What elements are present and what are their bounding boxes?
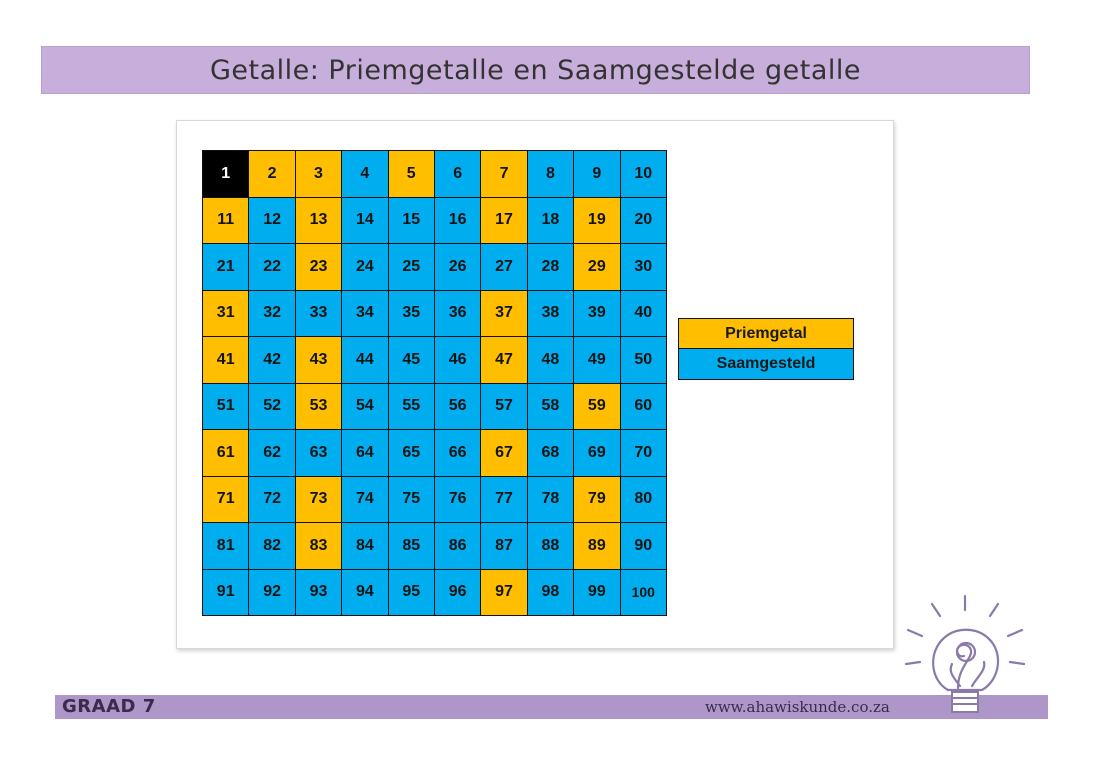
number-cell: 3: [296, 151, 342, 198]
number-cell: 2: [249, 151, 295, 198]
number-cell: 78: [528, 477, 574, 524]
number-cell: 58: [528, 384, 574, 431]
number-cell: 66: [435, 430, 481, 477]
number-cell: 56: [435, 384, 481, 431]
number-cell: 63: [296, 430, 342, 477]
number-cell: 34: [342, 291, 388, 338]
number-cell: 80: [621, 477, 667, 524]
number-cell: 97: [481, 570, 527, 617]
number-cell: 69: [574, 430, 620, 477]
number-cell: 53: [296, 384, 342, 431]
number-cell: 55: [389, 384, 435, 431]
number-cell: 22: [249, 244, 295, 291]
number-cell: 83: [296, 523, 342, 570]
number-cell: 59: [574, 384, 620, 431]
number-cell: 15: [389, 198, 435, 245]
number-cell: 71: [203, 477, 249, 524]
number-cell: 79: [574, 477, 620, 524]
number-cell: 39: [574, 291, 620, 338]
number-cell: 46: [435, 337, 481, 384]
legend: [678, 318, 854, 380]
number-cell: 9: [574, 151, 620, 198]
number-cell: 27: [481, 244, 527, 291]
number-cell: 37: [481, 291, 527, 338]
legend-composite: Saamgesteld: [679, 349, 853, 379]
number-cell: 48: [528, 337, 574, 384]
number-cell: 47: [481, 337, 527, 384]
number-cell: 73: [296, 477, 342, 524]
number-cell: 82: [249, 523, 295, 570]
number-cell: 5: [389, 151, 435, 198]
number-cell: 19: [574, 198, 620, 245]
number-chart-card: [176, 120, 894, 649]
number-cell: 57: [481, 384, 527, 431]
page-title: Getalle: Priemgetalle en Saamgestelde getalle: [209, 54, 862, 86]
number-cell: 67: [481, 430, 527, 477]
number-cell: 54: [342, 384, 388, 431]
number-cell: 52: [249, 384, 295, 431]
number-cell: 77: [481, 477, 527, 524]
legend-prime: Priemgetal: [679, 319, 853, 349]
number-cell: 49: [574, 337, 620, 384]
lightbulb-icon: [900, 592, 1030, 722]
number-cell: 94: [342, 570, 388, 617]
number-cell: 93: [296, 570, 342, 617]
number-cell: 75: [389, 477, 435, 524]
number-cell: 31: [203, 291, 249, 338]
number-cell: 25: [389, 244, 435, 291]
number-cell: 81: [203, 523, 249, 570]
number-cell: 7: [481, 151, 527, 198]
number-cell: 74: [342, 477, 388, 524]
number-cell: 41: [203, 337, 249, 384]
number-cell: 13: [296, 198, 342, 245]
number-cell: 91: [203, 570, 249, 617]
number-cell: 11: [203, 198, 249, 245]
number-cell: 30: [621, 244, 667, 291]
number-cell: 99: [574, 570, 620, 617]
number-cell: 40: [621, 291, 667, 338]
number-cell: 1: [203, 151, 249, 198]
number-cell: 96: [435, 570, 481, 617]
number-cell: 92: [249, 570, 295, 617]
number-cell: 32: [249, 291, 295, 338]
number-cell: 51: [203, 384, 249, 431]
number-cell: 72: [249, 477, 295, 524]
hundred-chart-grid: [202, 150, 667, 616]
number-cell: 76: [435, 477, 481, 524]
number-cell: 85: [389, 523, 435, 570]
number-cell: 60: [621, 384, 667, 431]
number-cell: 16: [435, 198, 481, 245]
number-cell: 17: [481, 198, 527, 245]
number-cell: 24: [342, 244, 388, 291]
number-cell: 28: [528, 244, 574, 291]
number-cell: 23: [296, 244, 342, 291]
number-cell: 95: [389, 570, 435, 617]
number-cell: 29: [574, 244, 620, 291]
number-cell: 61: [203, 430, 249, 477]
number-cell: 45: [389, 337, 435, 384]
number-cell: 10: [621, 151, 667, 198]
grade-label: GRAAD 7: [62, 696, 156, 717]
number-cell: 70: [621, 430, 667, 477]
number-cell: 44: [342, 337, 388, 384]
number-cell: 36: [435, 291, 481, 338]
number-cell: 35: [389, 291, 435, 338]
number-cell: 89: [574, 523, 620, 570]
number-cell: 50: [621, 337, 667, 384]
number-cell: 84: [342, 523, 388, 570]
number-cell: 20: [621, 198, 667, 245]
number-cell: 64: [342, 430, 388, 477]
number-cell: 98: [528, 570, 574, 617]
number-cell: 68: [528, 430, 574, 477]
number-cell: 62: [249, 430, 295, 477]
number-cell: 87: [481, 523, 527, 570]
number-cell: 18: [528, 198, 574, 245]
number-cell: 100: [621, 570, 667, 617]
number-cell: 12: [249, 198, 295, 245]
number-cell: 14: [342, 198, 388, 245]
number-cell: 33: [296, 291, 342, 338]
number-cell: 21: [203, 244, 249, 291]
number-cell: 38: [528, 291, 574, 338]
number-cell: 26: [435, 244, 481, 291]
number-cell: 6: [435, 151, 481, 198]
number-cell: 88: [528, 523, 574, 570]
number-cell: 8: [528, 151, 574, 198]
number-cell: 4: [342, 151, 388, 198]
number-cell: 43: [296, 337, 342, 384]
number-cell: 65: [389, 430, 435, 477]
title-banner: [41, 46, 1030, 94]
number-cell: 86: [435, 523, 481, 570]
website-link[interactable]: www.ahawiskunde.co.za: [705, 698, 890, 716]
number-cell: 90: [621, 523, 667, 570]
number-cell: 42: [249, 337, 295, 384]
